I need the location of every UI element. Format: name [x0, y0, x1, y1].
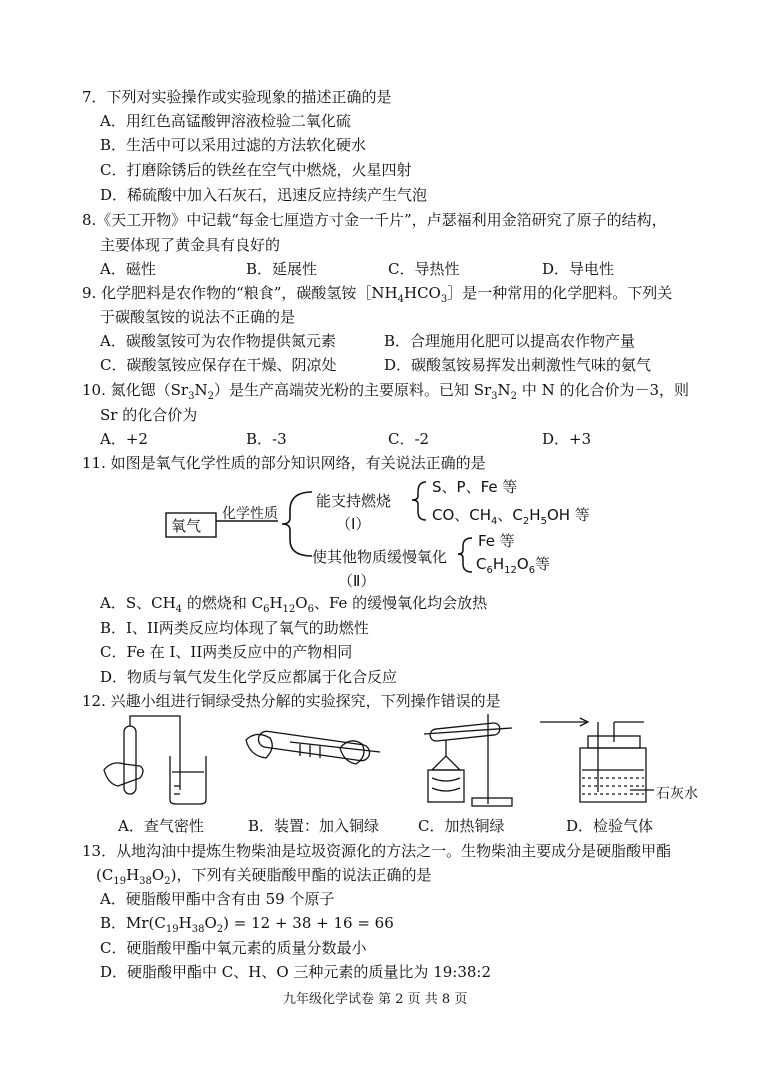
q11-option-b: B．I、II两类反应均体现了氧气的助燃性 — [100, 619, 369, 637]
branch-two-item2: $C_6H_{12}O_6$等 — [476, 555, 551, 576]
q8-option-a: A．磁性 — [100, 260, 156, 278]
q12-option-d: D．检验气体 — [566, 817, 654, 835]
page-footer: 九年级化学试卷 第 2 页 共 8 页 — [283, 992, 468, 1007]
branch-one-number: （Ⅰ） — [336, 515, 371, 533]
branch-two-item1: Fe 等 — [478, 532, 515, 550]
q13-stem-line2: $(C_{19}H_{38}O_2)$，下列有关硬脂酸甲酯的说法正确的是 — [96, 866, 432, 887]
q10-option-d: D．+3 — [542, 430, 592, 448]
q9-stem-line1: 9. 化学肥料是农作物的“粮食”，碳酸氢铵$[NH_4HCO_3]$是一种常用的化学肥料。下列关 — [82, 284, 673, 305]
branch-one-item2: CO、$CH_4$、$C_2H_5OH$ 等 — [432, 506, 590, 527]
q9-stem-line2: 于碳酸氢铵的说法不正确的是 — [100, 308, 296, 326]
q13-option-b: B．$Mr(C_{19}H_{38}O_2) = 12 + 38 + 16 = 66$ — [100, 914, 394, 935]
q13-option-c: C．硬脂酸甲酯中氧元素的质量分数最小 — [100, 939, 367, 957]
q8-option-d: D．导电性 — [542, 260, 615, 278]
q7-option-b: B．生活中可以采用过滤的方法软化硬水 — [100, 136, 367, 154]
supports-combustion-label: 能支持燃烧 — [316, 492, 392, 510]
q9-option-d: D．碳酸氢铵易挥发出刺激性气味的氨气 — [384, 356, 652, 374]
q11-stem: 11. 如图是氧气化学性质的部分知识网络，有关说法正确的是 — [82, 454, 486, 472]
q7-option-a: A．用红色高锰酸钾溶液检验二氧化硫 — [100, 112, 351, 130]
q8-stem-line1: 8.《天工开物》中记载“每金七厘造方寸金一千片”，卢瑟福利用金箔研究了原子的结构， — [82, 211, 667, 229]
q11-option-d: D．物质与氧气发生化学反应都属于化合反应 — [100, 668, 398, 686]
q9-option-a: A．碳酸氢铵可为农作物提供氮元素 — [100, 332, 336, 350]
q12-option-c: C．加热铜绿 — [418, 817, 505, 835]
oxygen-box: 氧气 — [171, 517, 202, 535]
q12-stem: 12. 兴趣小组进行铜绿受热分解的实验探究，下列操作错误的是 — [82, 692, 501, 710]
q10-stem-line1: 10. 氮化锶$(Sr_3N_2)$是生产高端荧光粉的主要原料。已知 $Sr_3N_2$ 中 N 的化合价为－3，则 — [82, 381, 690, 402]
limewater-label: 石灰水 — [656, 786, 698, 802]
q9-option-c: C．碳酸氢铵应保存在干燥、阴凉处 — [100, 356, 337, 374]
q13-option-a: A．硬脂酸甲酯中含有由 59 个原子 — [100, 890, 335, 908]
q13-stem-line1: 13．从地沟油中提炼生物柴油是垃圾资源化的方法之一。生物柴油主要成分是硬脂酸甲酯 — [82, 842, 672, 860]
q13-option-d: D．硬脂酸甲酯中 C、H、O 三种元素的质量比为 19:38:2 — [100, 963, 492, 981]
q10-option-c: C．-2 — [388, 430, 430, 448]
q12-option-b: B．装置：加入铜绿 — [248, 817, 380, 835]
q11-option-c: C．Fe 在 I、II两类反应中的产物相同 — [100, 643, 353, 661]
gas-test-figure — [540, 718, 654, 802]
q10-option-b: B．-3 — [246, 430, 287, 448]
q11-option-a: A．S、$CH_4$ 的燃烧和 $C_6H_{12}O_6$、Fe 的缓慢氧化均会放热 — [100, 594, 488, 615]
q8-option-b: B．延展性 — [246, 260, 318, 278]
q7-option-d: D．稀硫酸中加入石灰石，迅速反应持续产生气泡 — [100, 186, 428, 204]
branch-two-number: （Ⅱ） — [338, 572, 376, 590]
q9-option-b: B．合理施用化肥可以提高农作物产量 — [384, 332, 636, 350]
heating-copper-figure — [424, 714, 512, 806]
q8-option-c: C．导热性 — [388, 260, 460, 278]
q10-stem-line2: Sr 的化合价为 — [100, 406, 198, 424]
q10-option-a: A．+2 — [100, 430, 148, 448]
chemical-property-label: 化学性质 — [222, 506, 278, 522]
q12-option-a: A．查气密性 — [118, 817, 204, 835]
adding-powder-figure — [246, 730, 380, 764]
q7-stem: 7．下列对实验操作或实验现象的描述正确的是 — [82, 88, 392, 106]
q8-stem-line2: 主要体现了黄金具有良好的 — [100, 236, 281, 254]
branch-one-item1: S、P、Fe 等 — [432, 478, 518, 496]
q7-option-c: C．打磨除锈后的铁丝在空气中燃烧，火星四射 — [100, 161, 412, 179]
airtightness-check-figure — [104, 716, 206, 804]
slow-oxidation-label: 使其他物质缓慢氧化 — [312, 548, 448, 566]
